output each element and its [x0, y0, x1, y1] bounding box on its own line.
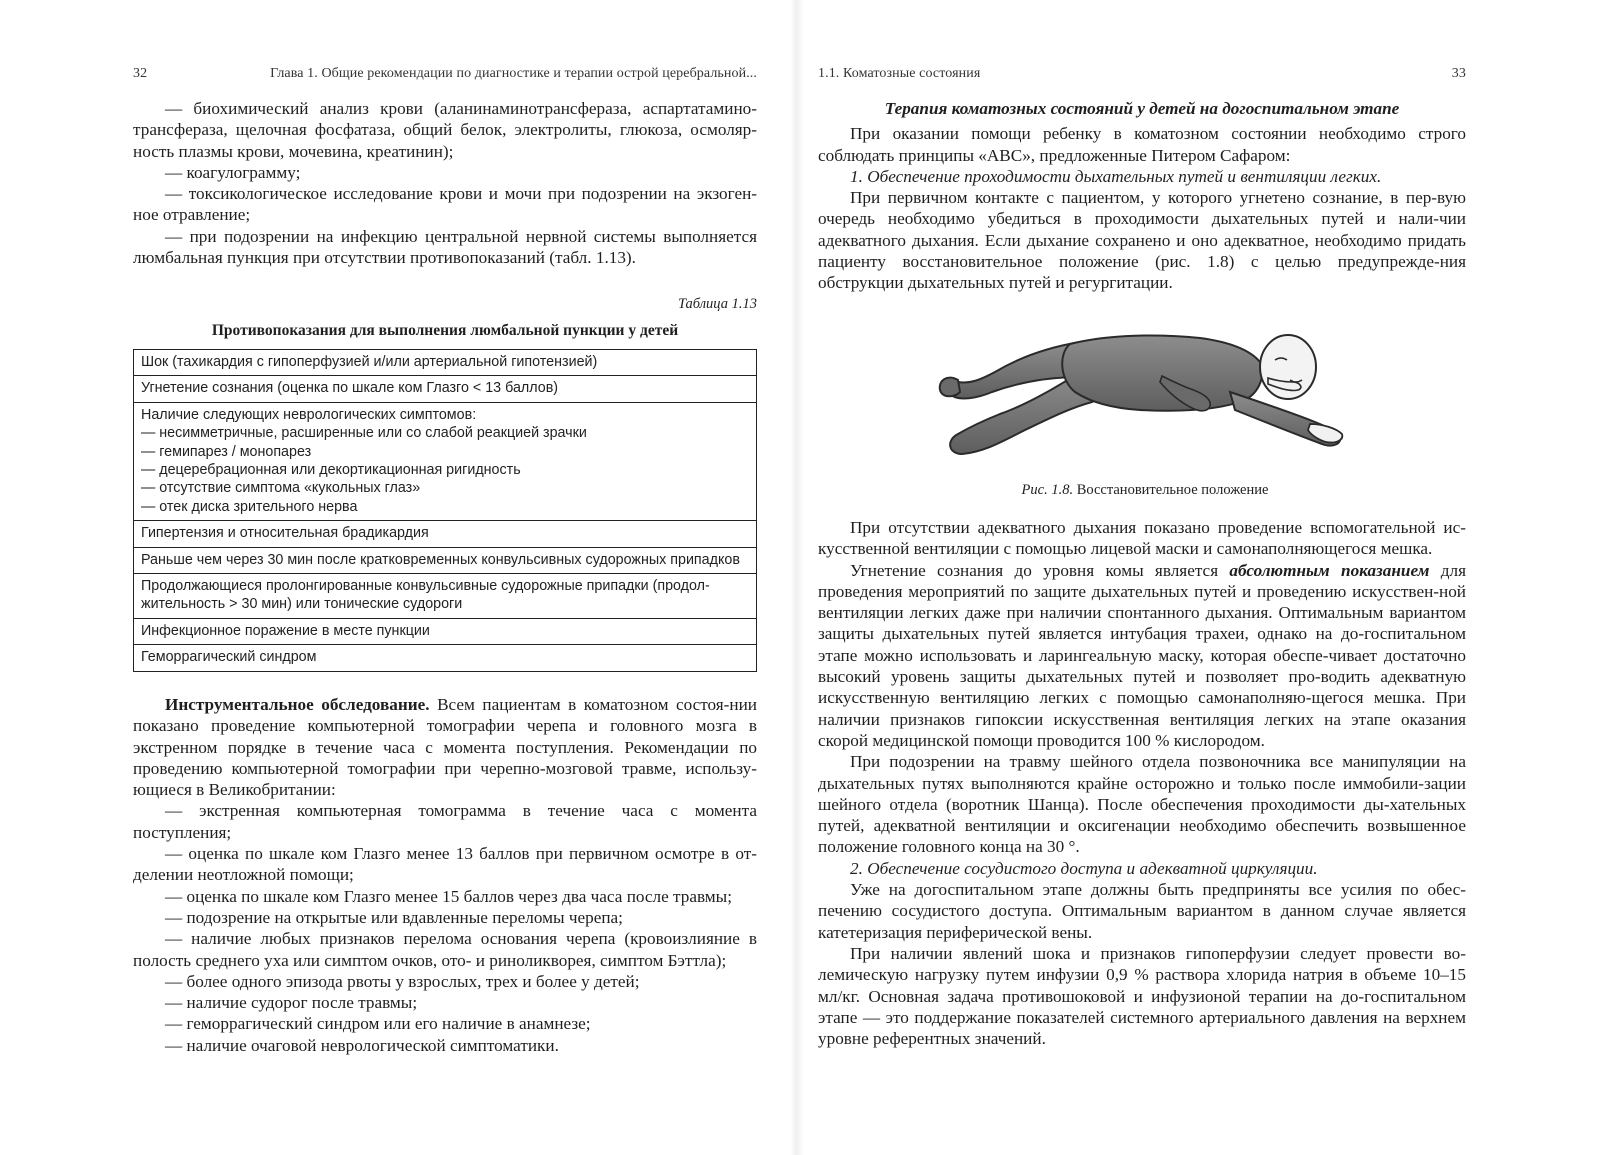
- table-cell-line: — несимметричные, расширенные или со слабой реакцией зрачки: [141, 425, 587, 442]
- paragraph: При первичном контакте с пациентом, у которого угнетено сознание, в пер-вую очередь необходимо убедиться в проходимости дыхательных путей и нали-чии адекватного дыхания. Если дыхание сохранено и оно адекватное, необходимо придать пациенту восстановительное положение (рис. 1.8) с целью предупрежде-ния обструкции дыхательных путей и регургитации.: [818, 188, 1466, 293]
- table-cell-line: Инфекционное поражение в месте пункции: [141, 622, 430, 639]
- table-row: [134, 403, 756, 521]
- figure-caption-text: Восстановительное положение: [1073, 482, 1269, 498]
- page-number-left: 32: [133, 66, 148, 81]
- numbered-item: 2. Обеспечение сосудистого доступа и адекватной циркуляции.: [850, 858, 1318, 878]
- table-cell-line: Геморрагический синдром: [141, 649, 317, 666]
- list-item: — биохимический анализ крови (аланинаминотрансфераза, аспартатамино-трансфераза, щелочная фосфатаза, общий белок, электролиты, глюкоза, осмоляр-ность плазмы крови, мочевина, креатинин);: [133, 99, 757, 161]
- paragraph: Уже на догоспитальном этапе должны быть предприняты все усилия по обес-печению сосудистого доступа. Оптимальным вариантом в данном случае является катетеризация периферической вены.: [818, 880, 1466, 942]
- table-row: [134, 574, 756, 619]
- numbered-item: 1. Обеспечение проходимости дыхательных путей и вентиляции легких.: [850, 166, 1382, 186]
- section-title: Терапия коматозных состояний у детей на догоспитальном этапе: [884, 99, 1400, 118]
- paragraph-text: Всем пациентам в коматозном состоя-нии показано проведение компьютерной томографии черепа и головного мозга в экстренном порядке в течение часа с момента поступления. Рекомендации по проведению компьютерной томографии при черепно-мозговой травме, использу-ющиеся в Великобритании:: [133, 695, 757, 800]
- table-title: Противопоказания для выполнения люмбальной пункции у детей: [211, 322, 679, 339]
- table-cell-line: Наличие следующих неврологических симптомов:: [141, 406, 477, 423]
- table-cell-line: — децеребрационная или декортикационная ригидность: [141, 462, 521, 479]
- table-cell-line: Раньше чем через 30 мин после кратковременных конвульсивных судорожных припадков: [141, 551, 740, 568]
- table-row: [134, 521, 756, 547]
- list-item: — оценка по шкале ком Глазго менее 15 баллов через два часа после травмы;: [165, 886, 733, 906]
- table-caption: Таблица 1.13: [678, 296, 757, 312]
- list-item: — наличие любых признаков перелома основания черепа (кровоизлияние в полость среднего уха или симптом очков, ото- и риноликворея, симптом Бэттла);: [133, 929, 757, 970]
- running-head-right: 1.1. Коматозные состояния: [818, 66, 981, 81]
- instrumental-section: [133, 694, 757, 1056]
- section-heading: Инструментальное обследование.: [165, 695, 430, 714]
- paragraph: При оказании помощи ребенку в коматозном состоянии необходимо строго соблюдать принципы «АВС», предложенные Питером Сафаром:: [818, 124, 1466, 165]
- right-text-bottom: [818, 517, 1466, 1049]
- list-item: — при подозрении на инфекцию центральной нервной системы выполняется люмбальная пункция при отсутствии противопоказаний (табл. 1.13).: [133, 226, 757, 268]
- left-page: [0, 0, 790, 1155]
- figure-caption: [860, 482, 1430, 499]
- recovery-position-icon: [930, 322, 1350, 472]
- table-cell-line: — гемипарез / монопарез: [141, 443, 312, 460]
- list-item: — коагулограмму;: [165, 162, 301, 182]
- table-row: [134, 548, 756, 574]
- top-list: [133, 98, 757, 268]
- recovery-position-illustration: [930, 322, 1350, 472]
- table-cell-line: Продолжающиеся пролонгированные конвульсивные судорожные припадки (продол-: [141, 578, 710, 595]
- paragraph: При подозрении на травму шейного отдела позвоночника все манипуляции на дыхательных путях выполняются крайне осторожно и только после иммобили-зации шейного отдела (воротник Шанца). После обеспечения проходимости ды-хательных путей, адекватной вентиляции и оксигенации необходимо обеспечить возвышенное положение головного конца на 30 °.: [818, 752, 1466, 857]
- table-cell-line: Угнетение сознания (оценка по шкале ком Глазго < 13 баллов): [141, 380, 559, 397]
- table-cell-line: Шок (тахикардия с гипоперфузией и/или артериальной гипотензией): [141, 354, 598, 370]
- table-row: [134, 350, 756, 376]
- table-row: [134, 376, 756, 402]
- list-item: — наличие судорог после травмы;: [165, 993, 418, 1013]
- paragraph: При наличии явлений шока и признаков гипоперфузии следует провести во-лемическую нагрузку путем инфузии 0,9 % раствора хлорида натрия в объеме 10–15 мл/кг. Основная задача противошоковой и инфузионой терапии на до-госпитальном этапе — это поддержание показателей системного артериального давления на верхнем уровне референтных значений.: [818, 943, 1466, 1049]
- page-number-right: 33: [1451, 66, 1466, 81]
- contraindications-table: [133, 349, 757, 672]
- table-cell-line: Гипертензия и относительная брадикардия: [141, 525, 429, 542]
- list-item: — токсикологическое исследование крови и мочи при подозрении на экзоген-ное отравление;: [133, 184, 757, 225]
- paragraph: [818, 560, 1466, 752]
- list-item: — наличие очаговой неврологической симптоматики.: [165, 1035, 559, 1055]
- emphasis: абсолютным показанием: [1229, 560, 1430, 580]
- list-item: — экстренная компьютерная томограмма в течение часа с момента поступления;: [133, 801, 757, 842]
- list-item: — геморрагический синдром или его наличие в анамнезе;: [165, 1014, 591, 1034]
- instrumental-paragraph: [133, 694, 757, 800]
- paragraph-text: для проведения мероприятий по защите дыхательных путей и проведению искусствен-ной вентиляции легких даже при наличии спонтанного дыхания. Оптимальным вариантом защиты дыхательных путей является интубация трахеи, однако на до-госпитальном этапе можно использовать и ларингеальную маску, которая обеспе-чивает достаточно высокий уровень защиты дыхательных путей и позволяет про-водить адекватную искусственную вентиляцию легких с помощью самонаполняю-щегося мешка. При наличии признаков гипоксии искусственная вентиляция легких на этапе оказания скорой медицинской помощи проводится 100 % кислородом.: [818, 560, 1466, 750]
- table-cell-line: жительность > 30 мин) или тонические судороги: [141, 596, 463, 613]
- paragraph: При отсутствии адекватного дыхания показано проведение вспомогательной ис-кусственной вентиляции с помощью лицевой маски и самонаполняющегося мешка.: [818, 518, 1466, 559]
- table-row: [134, 645, 756, 670]
- list-item: — подозрение на открытые или вдавленные переломы черепа;: [165, 907, 623, 927]
- figure-label: Рис. 1.8.: [1021, 482, 1074, 498]
- table-cell-line: — отек диска зрительного нерва: [141, 498, 358, 515]
- right-text-top: [818, 98, 1466, 294]
- list-item: — более одного эпизода рвоты у взрослых, трех и более у детей;: [165, 971, 640, 991]
- running-head-left: Глава 1. Общие рекомендации по диагностике и терапии острой церебральной...: [270, 66, 757, 81]
- list-item: — оценка по шкале ком Глазго менее 13 баллов при первичном осмотре в от-делении неотложной помощи;: [133, 844, 757, 885]
- table-row: [134, 619, 756, 645]
- table-cell-line: — отсутствие симптома «кукольных глаз»: [141, 480, 421, 497]
- paragraph-text: Угнетение сознания до уровня комы является: [850, 560, 1230, 580]
